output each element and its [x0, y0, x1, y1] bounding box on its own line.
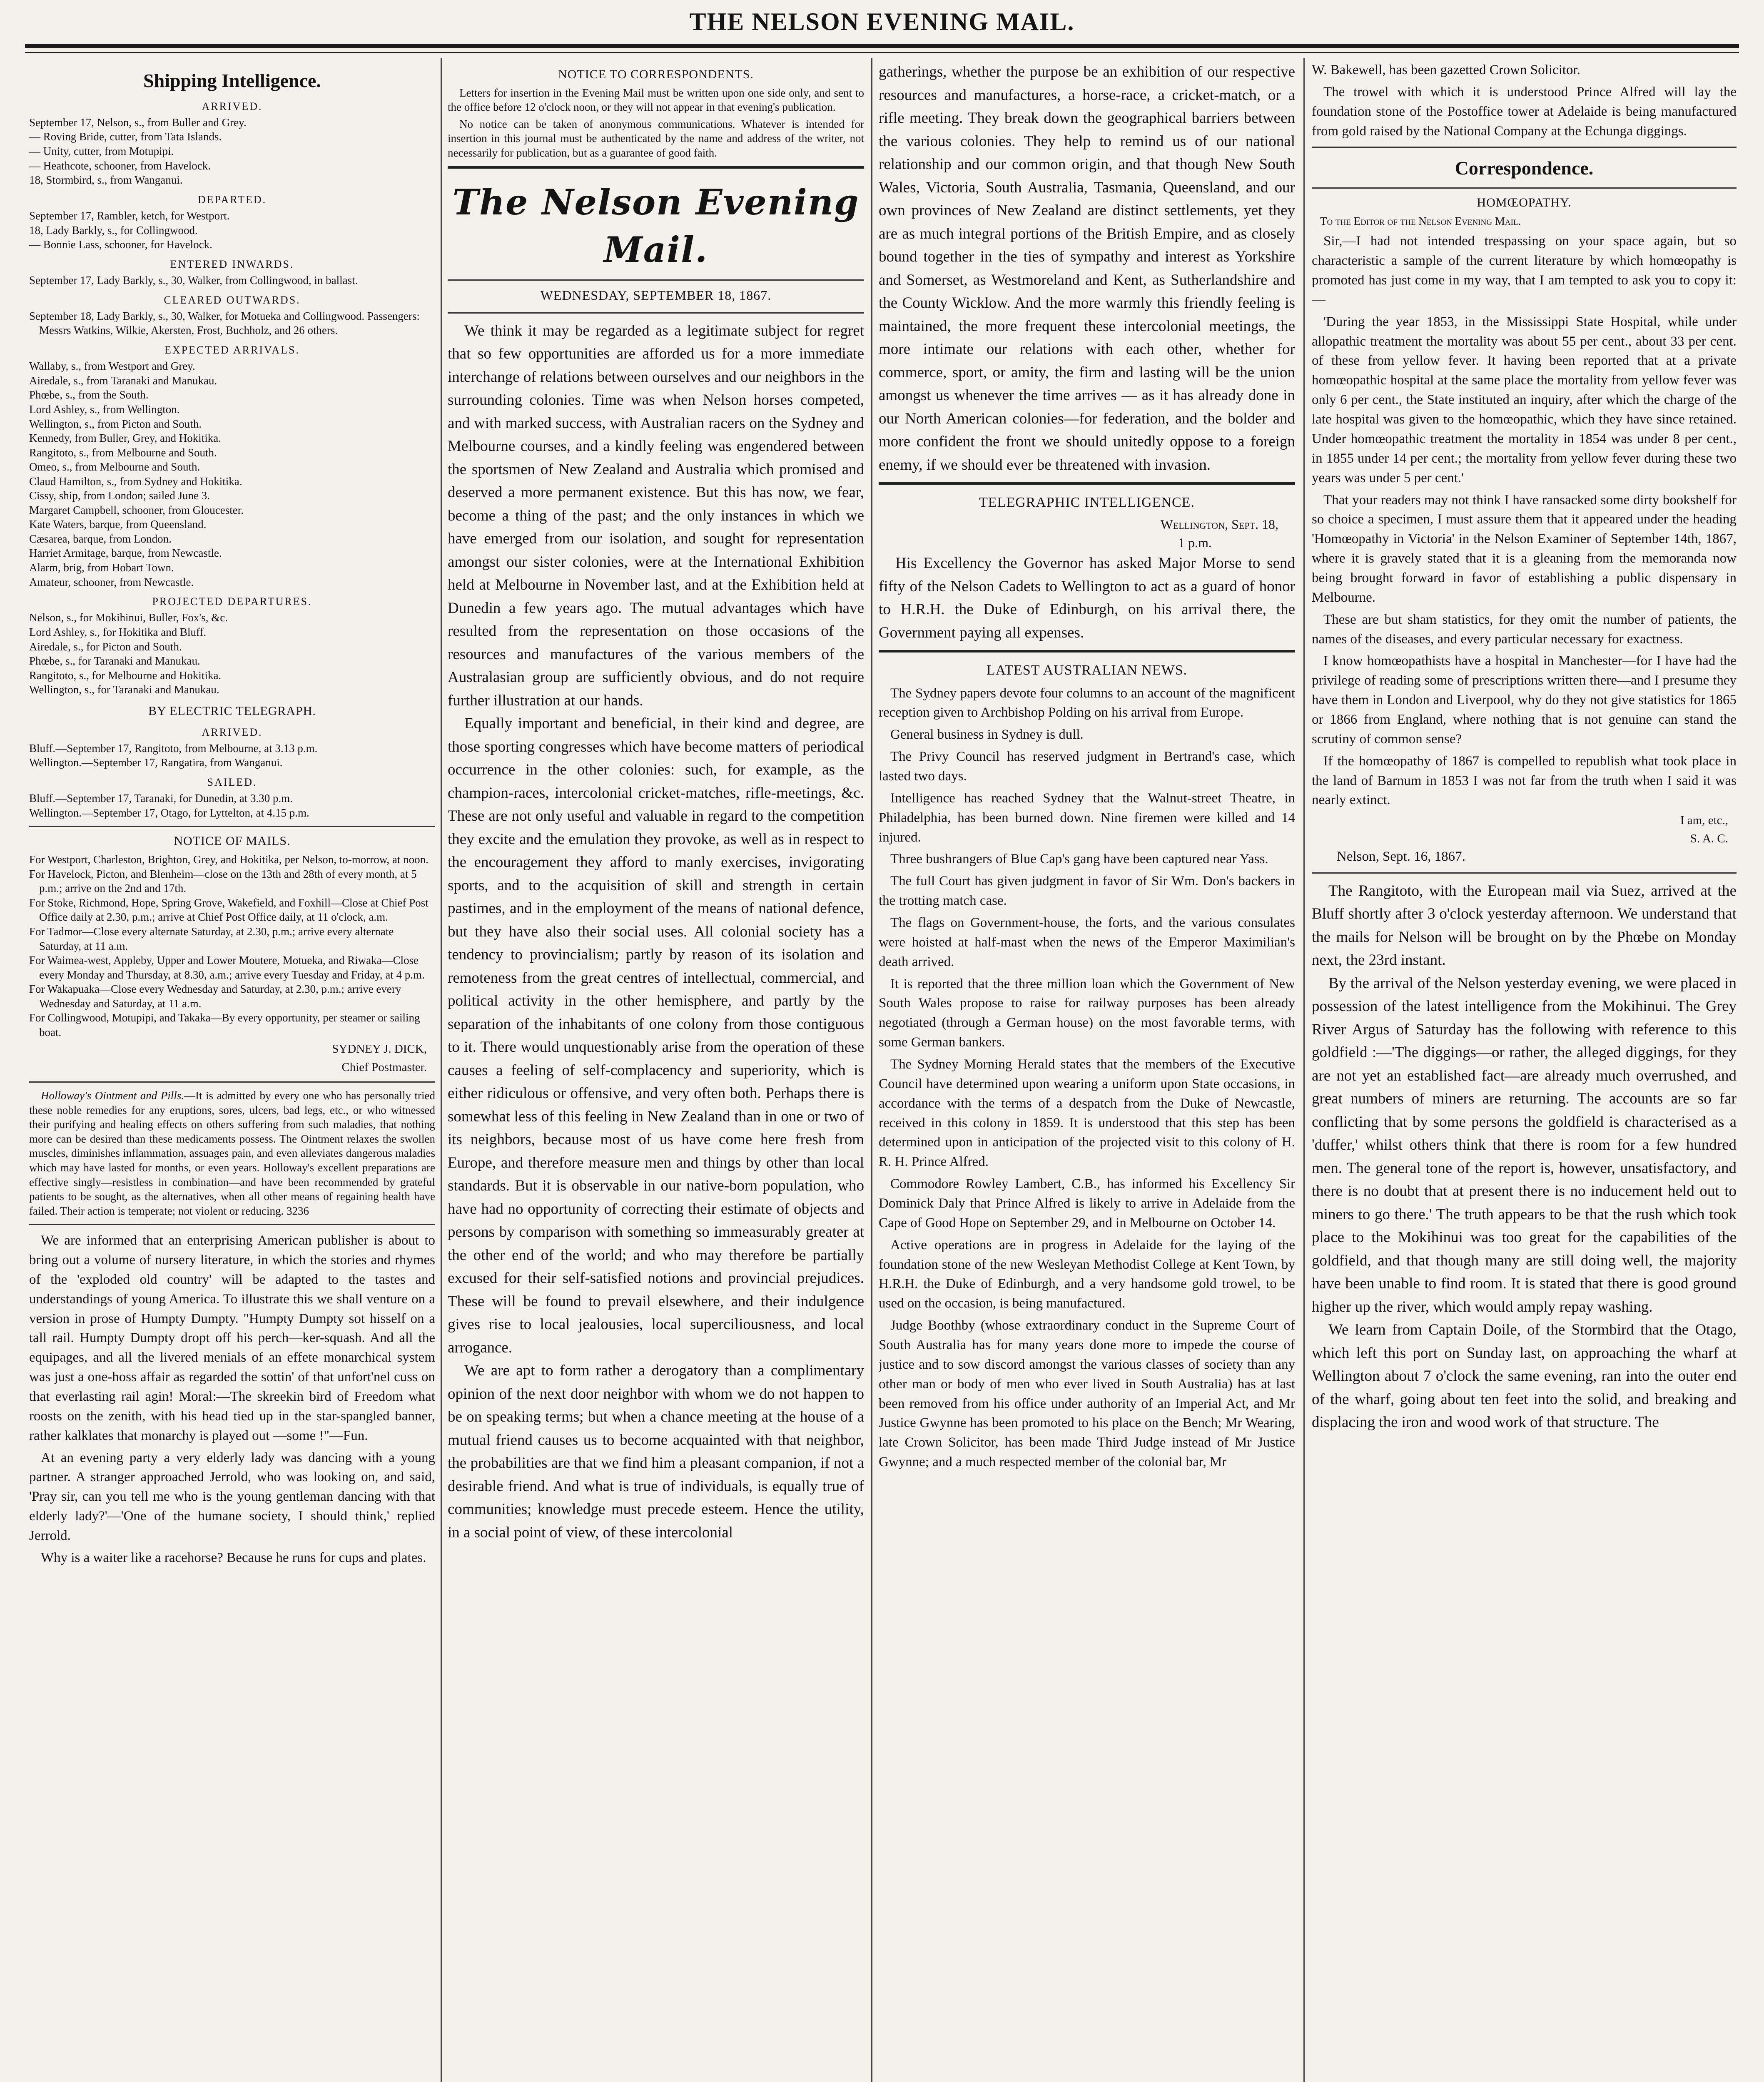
mails-list — [29, 852, 435, 1039]
australian-news-list — [879, 684, 1295, 1472]
paragraph: I know homœopathists have a hospital in Manchester—for I have had the privilege of reading some of prescriptions written there—and I presume they have them in London and Liverpool, why do they not give statistics for 1865 or 1866 from England, where nothing that is not genuine can stand the scrutiny of common sense? — [1312, 653, 1737, 747]
tel-arrived-label: ARRIVED. — [202, 726, 263, 738]
paragraph: Three bushrangers of Blue Cap's gang have been captured near Yass. — [890, 852, 1268, 867]
paragraph: Judge Boothby (whose extraordinary conduct in the Supreme Court of South Australia has for many years done more to impede the course of justice and to sow discord amongst the various classes of society than any other man or body of men who ever lived in South Australia) has at last been removed from his office under authority of an Imperial Act, and Mr Justice Gwynne has been promoted to his place on the Bench; Mr Wearing, late Crown Solicitor, has been made Third Judge instead of Mr Justice Gwynne; and a much respected member of the colonial bar, Mr — [879, 1318, 1295, 1470]
divider — [29, 826, 435, 827]
holloway-text: —It is admitted by every one who has personally tried these noble remedies for any eruptions, sores, ulcers, bad legs, etc., or who witnessed their purifying and healing effects on others suffering from such maladies, that nothing more can be desired than these medicaments possess. The Ointment relaxes the swollen muscles, diminishes inflammation, assuages pain, and even alleviates dangerous maladies which may have lasted for months, or even years. Holloway's excellent preparations are effective singly—resistless in combination—and have been recommended by grateful patients to be sought, as the alternatives, when all other means of regaining health have failed. Their action is temperate; not violent or reducing. 3236 — [29, 1089, 435, 1217]
list-item: Margaret Campbell, schooner, from Gloucester. — [29, 503, 244, 516]
list-item: Airedale, s., from Taranaki and Manukau. — [29, 374, 217, 387]
jerrold-paragraph: At an evening party a very elderly lady was dancing with a young partner. A stranger approached Jerrold, who was looking on, and said, 'Pray sir, can you tell me who is the young gentleman dancing with that elderly lady?'—'One of the humane society, I should think,' replied Jerrold. — [29, 1450, 435, 1544]
column-1 — [29, 60, 435, 2082]
list-item: Wellington.—September 17, Otago, for Lyttelton, at 4.15 p.m. — [29, 806, 309, 819]
editorial-paragraph-2: Equally important and beneficial, in their kind and degree, are those sporting congresses which have become matters of periodical occurrence in the other colonies: such, for example, as the champion-races, intercolonial cricket-matches, rifle-meetings, &c. These are not only useful and valuable in regard to the competition they excite and the emulation they provoke, as well as in respect to the encouragement they afford to manly exercises, invigorating sports, and to the acquisition of skill and strength in certain pastimes, and in the employment of the means of national defence, but they have also their social uses. All colonial society has a tendency to provincialism; partly by reason of its isolation and remoteness from the great centres of intellectual, commercial, and political activity in the other hemisphere, and partly by the separation of the inhabitants of one colony from those contiguous to it. There would unquestionably arise from the operation of these causes a feeling of self-complacency and superiority, which is either ridiculous or offensive, and very often both. Perhaps there is somewhat less of this feeling in New Zealand than in one or two of its neighbors, because most of us have come here fresh from Europe, and therefore measure men and things by other than local standards. But it is observable in our native-born population, who have had no opportunity of correcting their estimate of objects and persons by comparison with something so immeasurably greater at the other end of the world; and who may therefore be partially excused for their self-satisfied notions and provincial prejudices. These will be found to prevail elsewhere, and their indulgence gives rise to local jealousies, local superciliousness, and local arrogance. — [448, 715, 864, 1356]
list-item: Wellington, s., for Taranaki and Manukau. — [29, 683, 219, 696]
paragraph: By the arrival of the Nelson yesterday evening, we were placed in possession of the latest intelligence from the Mokihinui. The Grey River Argus of Saturday has the following with reference to this goldfield :—'The diggings—or rather, the alleged diggings, for they are not yet an established fact—are already much overrushed, and great numbers of miners are returning. The accounts are so far conflicting that by some persons the goldfield is characterised as a 'duffer,' whilst others think that there is room for a few hundred men. The general tone of the report is, however, unsatisfactory, and there is no doubt that at present there is no inducement held out to miners to go there.' The truth appears to be that the rush which took place to the Mokihinui was too great for the capabilities of the goldfield, and that though many are still doing well, the majority have been unable to find room. It is stated that there is good ground higher up the river, which would amply repay washing. — [1312, 974, 1737, 1315]
list-item: Rangitoto, s., for Melbourne and Hokitika. — [29, 669, 222, 682]
paragraph: That your readers may not think I have ransacked some dirty bookshelf for so choice a specimen, I must assure them that it appeared under the heading 'Homœopathy in Victoria' in the Nelson Examiner of September 14th, 1867, where it is gravely stated that it is a gleaning from the memoranda now being brought forward in favor of establishing a public dispensary in Melbourne. — [1312, 492, 1737, 605]
divider — [879, 482, 1295, 485]
entered-list — [29, 273, 435, 288]
dateline: WEDNESDAY, SEPTEMBER 18, 1867. — [540, 288, 772, 303]
divider — [879, 650, 1295, 652]
paragraph: We learn from Captain Doile, of the Stormbird that the Otago, which left this port on Sunday last, on approaching the wharf at Wellington about 7 o'clock the same evening, ran into the outer end of the wharf, going about ten feet into the solid, and breaking and displacing the iron and wood work of that structure. The — [1312, 1321, 1737, 1431]
departed-list — [29, 209, 435, 252]
paragraph: Intelligence has reached Sydney that the Walnut-street Theatre, in Philadelphia, has been burned down. Nine firemen were killed and 14 injured. — [879, 790, 1295, 845]
list-item: For Wakapuaka—Close every Wednesday and Saturday, at 2.30, p.m.; arrive every Wednesday and Saturday, at 11 a.m. — [29, 983, 401, 1010]
notice-text-2: No notice can be taken of anonymous communications. Whatever is intended for insertion in this journal must be authenticated by the name and address of the writer, not necessarily for publication, but as a guarantee of good faith. — [448, 117, 864, 159]
cleared-list — [29, 309, 435, 338]
mails-signature-title: Chief Postmaster. — [341, 1060, 427, 1074]
column-divider — [441, 58, 442, 2082]
column-2 — [448, 60, 864, 2082]
paragraph: General business in Sydney is dull. — [890, 727, 1084, 742]
local-news — [1312, 879, 1737, 1434]
list-item: Rangitoto, s., from Melbourne and South. — [29, 446, 217, 459]
list-item: Wellington, s., from Picton and South. — [29, 417, 202, 430]
paragraph: Sir,—I had not intended trespassing on your space again, but so characteristic a sample of the current literature by which homœopathy is promoted has just come in my way, that I am tempted to ask you to copy it:— — [1312, 234, 1737, 307]
paper-title: The Nelson Evening Mail. — [452, 181, 860, 270]
divider — [448, 279, 864, 281]
correspondence-title: Correspondence. — [1455, 157, 1594, 179]
riddle-paragraph: Why is a waiter like a racehorse? Because he runs for cups and plates. — [41, 1550, 426, 1565]
arrived-list — [29, 115, 435, 187]
telegraph-label: BY ELECTRIC TELEGRAPH. — [148, 704, 316, 718]
telegraph-title: TELEGRAPHIC INTELLIGENCE. — [979, 495, 1195, 510]
humpty-paragraph: We are informed that an enterprising American publisher is about to bring out a volume of nursery literature, in which the stories and rhymes of the 'exploded old country' will be adapted to the tastes and understandings of young America. To illustrate this we shall venture on a version in prose of Humpty Dumpty. "Humpty Dumpty sot hisself on a tall rail. Humpty Dumpty dropt off his perch—ker-squash. And all the equipages, and all the livered menials of an effete monarchical system was just a one-hoss affair as regarded the sottin' of that unfort'nel cuss on that everlasting rail agin! Moral:—The skreekin bird of Freedom what roosts on the zenith, with his head tied up in the star-spangled banner, rather kalklates that monarchy is played out —some !"—Fun. — [29, 1233, 435, 1443]
list-item: Bluff.—September 17, Taranaki, for Dunedin, at 3.30 p.m. — [29, 792, 293, 805]
list-item: Cissy, ship, from London; sailed June 3. — [29, 489, 210, 502]
list-item: Cæsarea, barque, from London. — [29, 532, 172, 545]
list-item: For Westport, Charleston, Brighton, Grey, and Hokitika, per Nelson, to-morrow, at noon. — [29, 853, 429, 866]
paragraph: The Sydney papers devote four columns to an account of the magnificent reception given to Archbishop Polding on his arrival from Europe. — [879, 685, 1295, 720]
list-item: — Unity, cutter, from Motupipi. — [29, 145, 174, 157]
divider — [448, 166, 864, 169]
divider — [1312, 187, 1737, 189]
editorial-continued: gatherings, whether the purpose be an exhibition of our respective resources and manufactures, a horse-race, a cricket-match, or a rifle meeting. They break down the geographical barriers between the various colonies. They help to remind us of our national relationship and our common origin, and that though New South Wales, Victoria, South Australia, Tasmania, Queensland, and our own provinces of New Zealand are distinct settlements, yet they are as much integral portions of the British Empire, and as closely bound together in the ties of sympathy and interest as Yorkshire and Somerset, as Westmoreland and Kent, as Sutherlandshire and the County Wicklow. And the more warmly this friendly feeling is maintained, the more frequent these intercolonial meetings, the more intimate our relations with each other, whether for commerce, sport, or amity, the firm and lasting will be the union amongst us whenever the time arrives — as it has already done in our North American colonies—for federation, and the bolder and more confident the front we should unitedly oppose to a foreign enemy, if we should ever be threatened with invasion. — [879, 63, 1295, 473]
list-item: Alarm, brig, from Hobart Town. — [29, 561, 174, 574]
paragraph: 'During the year 1853, in the Mississippi State Hospital, while under allopathic treatment the mortality was about 55 per cent., about 33 per cent. of these from yellow fever. It having been reported that at a private homœopathic hospital at the same place the mortality from yellow fever was only 6 per cent., the State instituted an inquiry, after which the charge of the late hospital was given to the homœopathic, which they have since retained. Under homœopathic treatment the mortality in 1854 was under 8 per cent., in 1855 under 14 per cent.; the mortality from yellow fever during these two years was under 5 per cent.' — [1312, 314, 1737, 486]
letter-signature: S. A. C. — [1690, 832, 1728, 845]
paragraph: The Rangitoto, with the European mail via Suez, arrived at the Bluff shortly after 3 o'clock yesterday afternoon. We understand that the mails for Nelson will be brought on by the Phœbe on Monday next, the 23rd instant. — [1312, 882, 1737, 969]
expected-label: EXPECTED ARRIVALS. — [164, 344, 300, 356]
projected-list — [29, 610, 435, 697]
telegraph-place: Wellington, Sept. 18, — [1160, 517, 1278, 532]
holloway-advert — [29, 1088, 435, 1218]
list-item: Phœbe, s., from the South. — [29, 389, 149, 401]
mails-label: NOTICE OF MAILS. — [174, 834, 291, 848]
list-item: Kate Waters, barque, from Queensland. — [29, 518, 207, 531]
correspondence-subtitle: HOMŒOPATHY. — [1477, 195, 1572, 209]
column-3 — [879, 60, 1295, 2082]
shipping-title: Shipping Intelligence. — [143, 70, 321, 91]
paragraph: These are but sham statistics, for they omit the number of patients, the names of the diseases, and every particular necessary for exactness. — [1312, 612, 1737, 647]
masthead-rule-thin — [25, 52, 1739, 53]
list-item: — Bonnie Lass, schooner, for Havelock. — [29, 238, 212, 251]
departed-label: DEPARTED. — [197, 193, 267, 206]
masthead: THE NELSON EVENING MAIL. — [689, 8, 1075, 35]
tel-arrived-list — [29, 741, 435, 770]
divider — [29, 1081, 435, 1083]
list-item: 18, Lady Barkly, s., for Collingwood. — [29, 224, 198, 237]
paragraph: The full Court has given judgment in favor of Sir Wm. Don's backers in the trotting match case. — [879, 874, 1295, 909]
list-item: — Roving Bride, cutter, from Tata Islands. — [29, 130, 222, 143]
list-item: Amateur, schooner, from Newcastle. — [29, 575, 194, 588]
list-item: — Heathcote, schooner, from Havelock. — [29, 159, 211, 172]
list-item: September 17, Rambler, ketch, for Westport. — [29, 209, 230, 222]
news-continued: W. Bakewell, has been gazetted Crown Solicitor. — [1312, 62, 1580, 77]
notice-title: NOTICE TO CORRESPONDENTS. — [558, 67, 754, 81]
list-item: For Tadmor—Close every alternate Saturday, at 2.30, p.m.; arrive every alternate Saturday, at 11 a.m. — [29, 925, 394, 952]
list-item: Wallaby, s., from Westport and Grey. — [29, 360, 195, 373]
letter-body — [1312, 232, 1737, 810]
list-item: September 17, Nelson, s., from Buller and Grey. — [29, 116, 247, 129]
list-item: For Havelock, Picton, and Blenheim—close on the 13th and 28th of every month, at 5 p.m.; arrive on the 2nd and 17th. — [29, 867, 417, 895]
list-item: Wellington.—September 17, Rangatira, from Wanganui. — [29, 756, 283, 769]
telegraph-text: His Excellency the Governor has asked Major Morse to send fifty of the Nelson Cadets to Wellington to act as a guard of honor to H.R.H. the Duke of Edinburgh, on his arrival there, the Government paying all expenses. — [879, 555, 1295, 641]
divider — [1312, 872, 1737, 874]
entered-label: ENTERED INWARDS. — [170, 258, 294, 270]
editorial-paragraph-3: We are apt to form rather a derogatory than a complimentary opinion of the next door neighbor with whom we do not happen to be on speaking terms; but when a chance meeting at the house of a mutual friend causes us to become acquainted with that neighbor, the probabilities are that we find him a pleasant companion, if not a desirable friend. And what is true of individuals, is equally true of communities; knowledge must precede esteem. Hence the utility, in a social point of view, of these intercolonial — [448, 1362, 864, 1541]
list-item: 18, Stormbird, s., from Wanganui. — [29, 174, 183, 187]
list-item: Lord Ashley, s., for Hokitika and Bluff. — [29, 626, 207, 639]
list-item: Claud Hamilton, s., from Sydney and Hokitika. — [29, 475, 242, 488]
letter-signoff: I am, etc., — [1680, 814, 1728, 827]
paragraph: It is reported that the three million loan which the Government of New South Wales propose to raise for railway purposes has been already negotiated (through a German house) on the most favorable terms, with some German bankers. — [879, 976, 1295, 1050]
projected-label: PROJECTED DEPARTURES. — [152, 595, 312, 608]
trowel-paragraph: The trowel with which it is understood Prince Alfred will lay the foundation stone of the Postoffice tower at Adelaide is being manufactured from gold raised by the National Company at the Echunga diggings. — [1312, 84, 1737, 139]
arrived-label: ARRIVED. — [202, 100, 263, 112]
list-item: Airedale, s., for Picton and South. — [29, 640, 182, 653]
australian-news-title: LATEST AUSTRALIAN NEWS. — [986, 662, 1188, 678]
list-item: Nelson, s., for Mokihinui, Buller, Fox's, &c. — [29, 611, 228, 624]
divider — [29, 1224, 435, 1225]
list-item: For Collingwood, Motupipi, and Takaka—By every opportunity, per steamer or sailing boat. — [29, 1011, 420, 1039]
tel-sailed-label: SAILED. — [207, 776, 257, 788]
divider — [1312, 147, 1737, 148]
list-item: For Stoke, Richmond, Hope, Spring Grove, Wakefield, and Foxhill—Close at Chief Post Office daily at 2.30, p.m.; arrive at Chief Post Office daily, at 11 o'clock, a.m. — [29, 896, 429, 924]
divider — [448, 312, 864, 314]
list-item: Harriet Armitage, barque, from Newcastle. — [29, 547, 222, 560]
paragraph: The Sydney Morning Herald states that the members of the Executive Council have determined upon wearing a uniform upon State occasions, in accordance with the terms of a despatch from the Duke of Newcastle, received in this colony in 1859. It is understood that this step has been determined upon in anticipation of the projected visit to this colony of H. R. H. Prince Alfred. — [879, 1056, 1295, 1170]
paragraph: If the homœopathy of 1867 is compelled to republish what took place in the land of Barnum in 1853 I was not far from the truth when I said it was nearly extinct. — [1312, 753, 1737, 808]
column-4 — [1312, 60, 1737, 2082]
mails-signature: SYDNEY J. DICK, — [332, 1042, 427, 1056]
holloway-heading: Holloway's Ointment and Pills. — [41, 1089, 184, 1102]
column-divider — [1303, 58, 1305, 2082]
letter-place-date: Nelson, Sept. 16, 1867. — [1337, 849, 1465, 864]
notice-text-1: Letters for insertion in the Evening Mail must be written upon one side only, and sent to the office before 12 o'clock noon, or they will not appear in that evening's publication. — [448, 86, 864, 114]
tel-sailed-list — [29, 791, 435, 820]
paragraph: Commodore Rowley Lambert, C.B., has informed his Excellency Sir Dominick Daly that Prince Alfred is likely to arrive in Adelaide from the Cape of Good Hope on September 29, and in Melbourne on October 14. — [879, 1176, 1295, 1230]
paragraph: The flags on Government-house, the forts, and the various consulates were hoisted at half-mast when the news of the Emperor Maximilian's death arrived. — [879, 915, 1295, 969]
list-item: Phœbe, s., for Taranaki and Manukau. — [29, 655, 200, 667]
list-item: Kennedy, from Buller, Grey, and Hokitika. — [29, 432, 222, 445]
list-item: Bluff.—September 17, Rangitoto, from Melbourne, at 3.13 p.m. — [29, 742, 318, 755]
list-item: For Waimea-west, Appleby, Upper and Lower Moutere, Motueka, and Riwaka—Close every Monday and Thursday, at 8.30, a.m.; arrive every Tuesday and Friday, at 4 p.m. — [29, 954, 425, 981]
list-item: September 17, Lady Barkly, s., 30, Walker, from Collingwood, in ballast. — [29, 274, 358, 286]
masthead-rule — [25, 44, 1739, 48]
editorial-paragraph-1: We think it may be regarded as a legitimate subject for regret that so few opportunities are afforded us for a more immediate interchange of relations between ourselves and our neighbors in the surrounding colonies. Time was when Nelson horses competed, and with marked success, with Australian racers on the Sydney and Melbourne courses, and a kindly feeling was engendered between the sportsmen of New Zealand and Australia which promised and deserved a more permanent existence. But this has now, we fear, become a thing of the past; and the only instances in which we have emerged from our isolation, and sought for representation amongst our sister colonies, were at the International Exhibition held at Melbourne in November last, and at the Exhibition held at Dunedin a few years ago. The mutual advantages which have resulted from the representation on those occasions of the resources and manufactures of the various members of the Australasian group are sufficiently obvious, and do not require further illustration at our hands. — [448, 322, 864, 709]
paragraph: Active operations are in progress in Adelaide for the laying of the foundation stone of the new Wesleyan Methodist College at Kent Town, by H.R.H. the Duke of Edinburgh, and a very handsome gold trowel, to be used on the occasion, is being manufactured. — [879, 1237, 1295, 1311]
expected-list — [29, 359, 435, 589]
telegraph-time: 1 p.m. — [1178, 535, 1212, 550]
column-divider — [871, 58, 872, 2082]
paragraph: The Privy Council has reserved judgment in Bertrand's case, which lasted two days. — [879, 749, 1295, 784]
list-item: Omeo, s., from Melbourne and South. — [29, 461, 200, 473]
list-item: September 18, Lady Barkly, s., 30, Walker, for Motueka and Collingwood. Passengers: Messrs Watkins, Wilkie, Akersten, Frost, Buchholz, and 26 others. — [29, 309, 420, 337]
cleared-label: CLEARED OUTWARDS. — [164, 294, 301, 306]
correspondence-addressee: To the Editor of the Nelson Evening Mail. — [1320, 214, 1521, 227]
list-item: Lord Ashley, s., from Wellington. — [29, 403, 180, 416]
